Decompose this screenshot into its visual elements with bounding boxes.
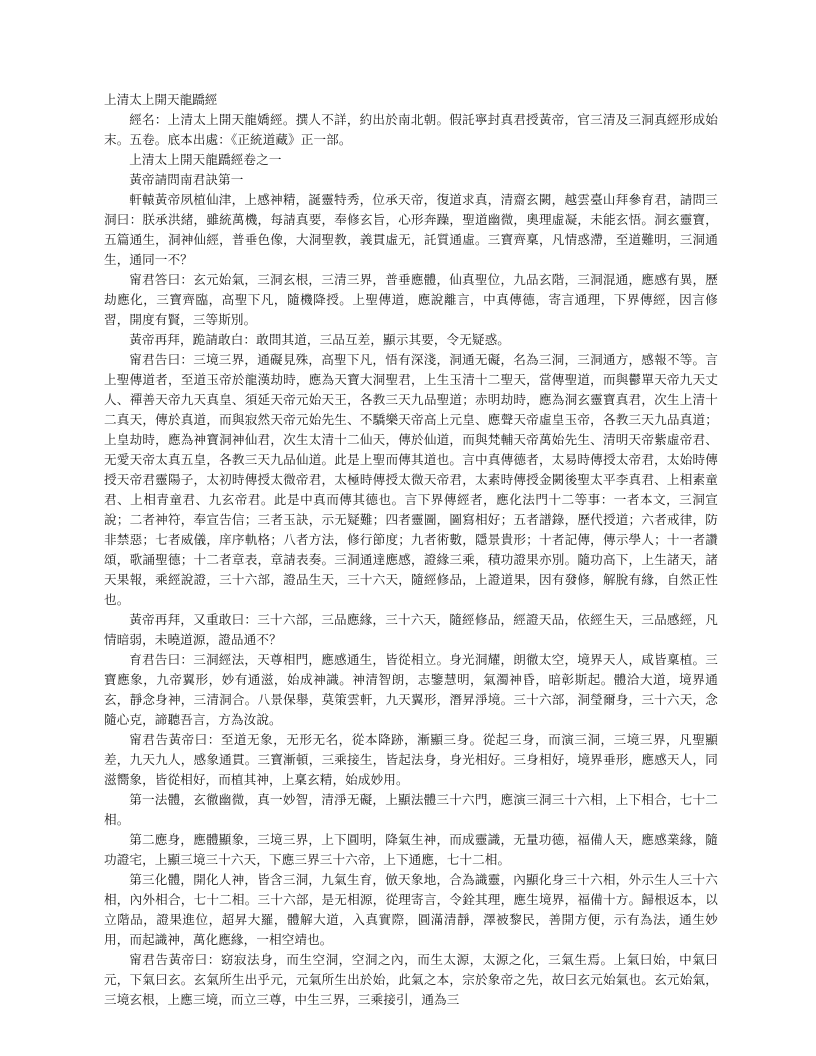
- paragraph-huangdi-bow-1: 黃帝再拜，跪請敢白：敢問其道，三品互差，顯示其要，令无疑惑。: [129, 332, 510, 347]
- paragraph-ningjun-three-bodies: 甯君告黃帝曰：至道无象，无形无名，從本降跡，漸顯三身。從起三身，而演三洞，三境三界，凡聖顯差，九天九人，感象通貫。三寶漸頓，三乘接生，皆起法身，身光相好。三身相好，境界垂形，應感天人，同滋嚮象，皆從相好，而植其神，上稟玄精，始成妙用。: [104, 732, 718, 787]
- paragraph-ningjun-answer-1: 甯君答曰：玄元始氣，三洞玄根，三清三界，普垂應體，仙真聖位，九品玄階，三洞混通，應感有異，歷劫應化，三寶齊臨，高聖下凡，隨機降授。上聖傳道，應說離言，中真傳德，寄言通理，下界傳經，因言修習，開度有賢，三等斯別。: [104, 272, 718, 327]
- paragraph-ningjun-teaching-1: 甯君告曰：三境三界，通礙見殊，高聖下凡，悟有深淺，洞通无礙，名為三洞，三洞通方，感報不等。言上聖傳道者，至道玉帝於龍漢劫時，應為天寶大洞聖君，上生玉清十二聖天，當傳聖道，而與鬱單天帝九天丈人、禪善天帝九天真皇、須延天帝元始天王，各教三天九品聖道；赤明劫時，應為洞玄靈寶真君，次生上清十二真天，傳於真道，而與寂然天帝元始先生、不驕樂天帝高上元皇、應聲天帝虛皇玉帝，各教三天九品真道；上皇劫時，應為神寶洞神仙君，次生太清十二仙天，傳於仙道，而與梵輔天帝萬始先生、清明天帝紫虛帝君、无愛天帝太真五皇，各教三天九品仙道。此是上聖而傳其道也。言中真傳德者，太易時傳授太帝君，太始時傳授天帝君靈陽子，太初時傳授太微帝君，太極時傳授太微天帝君，太素時傳授金闕後聖太平李真君、上相素童君、上相青童君、九玄帝君。此是中真而傳其德也。言下界傳經者，應化法門十二等事：一者本文，三洞宣說；二者神符，奉宣告信；三者玉訣，示无疑難；四者靈圖，圖寫相好；五者譜錄，歷代授道；六者戒律，防非禁惡；七者威儀，庠序軌格；八者方法，修行節度；九者術數，隱景貴形；十者記傳，傳示學人；十一者讚頌，歌誦聖德；十二者章表，章請表奏。三洞通達應感，證緣三乘，積功證果亦別。隨功高下，上生諸天，諸天果報，乘經說證，三十六部，證品生天，三十六天，隨經修品，上證道果，因有發修，解脫有緣，自然正性也。: [104, 352, 718, 607]
- paragraph-section-heading: 黃帝請問南君訣第一: [129, 172, 244, 187]
- paragraph-second-response-body: 第二應身，應體顯象，三境三界，上下圓明，降氣生神，而成靈識，无量功德，福備人天，應感業緣，隨功證宅，上顯三境三十六天，下應三界三十六帝，上下通應，七十二相。: [104, 832, 718, 867]
- paragraph-scripture-metadata: 經名：上清太上開天龍嬌經。撰人不詳，約出於南北朝。假託寧封真君授黃帝，官三清及三洞真經形成始末。五卷。底本出處：《正統道藏》正一部。: [104, 112, 718, 147]
- paragraph-third-transformation-body: 第三化體，開化人神，皆含三洞，九氣生育，倣天象地，合為識靈，內顯化身三十六相，外示生人三十六相，內外相合，七十二相。三十六部，是无相源，從理寄言，令銓其理，應生境界，福備十方。歸根返本，以立階品，證果進位，超昇大羅，體解大道，入真實際，圓滿清靜，澤被黎民，善開方便，示有為法，通生妙用，而起識神，萬化應緣，一相空靖也。: [104, 872, 718, 947]
- paragraph-huangdi-question: 軒轅黃帝夙植仙津，上感神精，誕靈特秀，位承天帝，復道求真，清齋玄闕，越雲臺山拜參育君，請問三洞曰：朕承洪緒，雖統萬機，每請真要，奉修玄旨，心形奔躁，聖道幽微，奧理虛凝，未能玄悟。洞玄靈寶，五篇通生，洞神仙經，普垂色像，大洞聖教，義貫虛无，託質通虛。三寶齊稟，凡情惑滯，至道難明，三洞通生，通同一不？: [104, 192, 718, 267]
- paragraph-huangdi-bow-2: 黃帝再拜，又重敢曰：三十六部，三品應緣，三十六天，隨經修品，經證天品，依經生天，三品感經，凡情暗弱，未曉道源，證品通不？: [104, 612, 718, 647]
- paragraph-volume-heading: 上清太上開天龍蹻經卷之一: [129, 152, 282, 167]
- document-body: [104, 90, 718, 1010]
- paragraph-first-dharma-body: 第一法體，玄徹幽微，真一妙智，清淨无礙，上顯法體三十六門，應演三洞三十六相，上下相合，七十二相。: [104, 792, 718, 827]
- scripture-title: 上清太上開天龍蹻經: [104, 92, 218, 107]
- paragraph-ningjun-primordial-qi: 甯君告黃帝曰：窈寂法身，而生空洞，空洞之內，而生太源，太源之化，三氣生焉。上氣曰始，中氣曰元，下氣曰玄。玄氣所生出乎元，元氣所生出於始，此氣之本，宗於象帝之先，故曰玄元始氣也。玄元始氣，三境玄根，上應三境，而立三尊，中生三界，三乘接引，通為三: [104, 952, 718, 1007]
- paragraph-yujun-teaching: 育君告曰：三洞經法，天尊相門，應感通生，皆從相立。身光洞耀，朗徹太空，境界天人，咸皆稟植。三寶應象，九帝翼形，妙有通滋，始成神識。神清智朗，志鑒慧明，氣濁神昏，暗彰斯起。體洽大道，境界通玄，靜念身神，三清洞合。八景保舉，莫策雲軒，九天翼形，潛昇淨境。三十六部，洞瑩爾身，三十六天，念隨心克，諦聽吾言，方為汝說。: [104, 652, 718, 727]
